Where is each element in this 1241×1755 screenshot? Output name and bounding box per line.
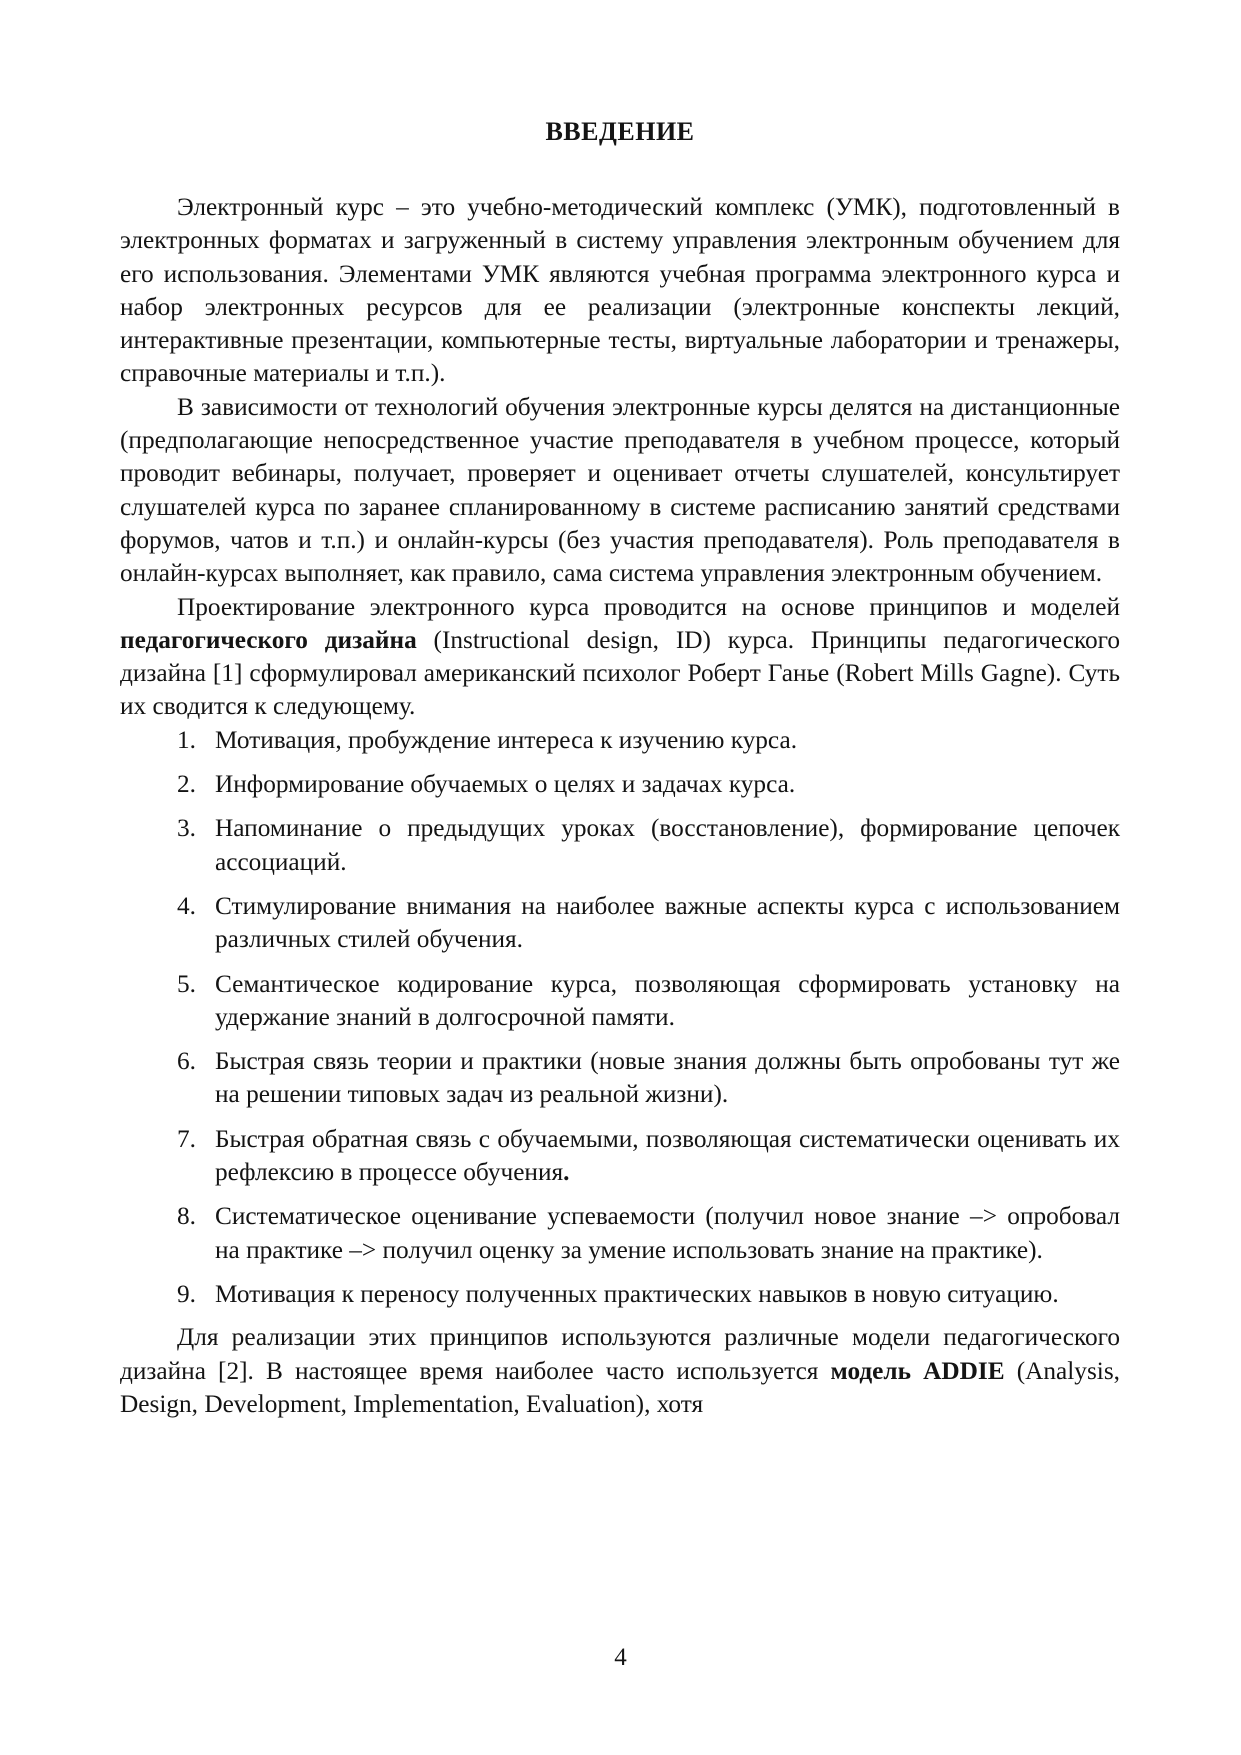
list-item [120,968,1120,1035]
list-item-text: Мотивация, пробуждение интереса к изучению курса. [215,725,798,754]
list-item [120,724,1120,757]
list-item [120,768,1120,801]
principles-list [120,724,1120,1311]
list-item-text: Быстрая связь теории и практики (новые знания должны быть опробованы тут же на решении типовых задач из реальной жизни). [215,1047,1120,1109]
list-item-text: Систематическое оценивание успеваемости (получил новое знание –> опробовал на практике –> получил оценку за умение использовать знание на практике). [215,1202,1120,1264]
list-item-text: Напоминание о предыдущих уроках (восстановление), формирование цепочек ассоциаций. [215,814,1120,876]
list-item [120,812,1120,879]
list-number: 7. [177,1124,196,1153]
paragraph-text: Для реализации этих принципов используются различные модели педагогического дизайна [2]. В настоящее время наиболее часто используется [120,1323,1120,1385]
list-number: 6. [177,1047,196,1076]
list-number: 8. [177,1202,196,1231]
list-number: 1. [177,725,196,754]
list-number: 2. [177,770,196,799]
list-number: 3. [177,814,196,843]
list-number: 5. [177,969,196,998]
paragraph-text: (Analysis, Design, Development, Implementation, Evaluation), хотя [120,1356,1120,1418]
term-bold: педагогического дизайна [120,625,417,654]
term-bold: модель ADDIE [830,1356,1005,1385]
section-title: ВВЕДЕНИЕ [545,117,695,146]
list-item [120,890,1120,957]
document-page [120,115,1120,1421]
list-number: 9. [177,1279,196,1308]
page-number: 4 [614,1644,627,1671]
list-item [120,1200,1120,1267]
paragraph-addie [120,1321,1120,1421]
paragraph-text: (Instructional design, ID) курса. Принципы педагогического дизайна [1] сформулировал американский психолог Роберт Ганье (Robert Mills Gagne). Суть их сводится к следующему. [120,625,1120,721]
list-item [120,1123,1120,1190]
list-item-text: Информирование обучаемых о целях и задачах курса. [215,770,796,799]
list-item-text: Семантическое кодирование курса, позволяющая сформировать установку на удержание знаний в долгосрочной памяти. [215,969,1120,1031]
paragraph-course-types: В зависимости от технологий обучения электронные курсы делятся на дистанционные (предполагающие непосредственное участие преподавателя в учебном процессе, который проводит вебинары, получает, проверяет и оценивает отчеты слушателей, консультирует слушателей курса по заранее спланированному в системе расписанию занятий средствами форумов, чатов и т.п.) и онлайн-курсы (без участия преподавателя). Роль преподавателя в онлайн-курсах выполняет, как правило, сама система управления электронным обучением. [120,392,1120,588]
paragraph-design-principles [120,591,1120,724]
list-item [120,1278,1120,1311]
list-item-text: Мотивация к переносу полученных практических навыков в новую ситуацию. [215,1279,1059,1308]
list-item-text: Быстрая обратная связь с обучаемыми, позволяющая систематически оценивать их рефлексию в процессе обучения [215,1124,1120,1187]
paragraph-text: Проектирование электронного курса проводится на основе принципов и моделей [177,592,1120,621]
paragraph-intro: Электронный курс – это учебно-методический комплекс (УМК), подготовленный в электронных форматах и загруженный в систему управления электронным обучением для его использования. Элементами УМК являются учебная программа электронного курса и набор электронных ресурсов для ее реализации (электронные конспекты лекций, интерактивные презентации, компьютерные тесты, виртуальные лаборатории и тренажеры, справочные материалы и т.п.). [120,193,1120,388]
list-item-bold-period: . [563,1158,570,1187]
list-item [120,1045,1120,1112]
list-number: 4. [177,891,196,920]
list-item-text: Стимулирование внимания на наиболее важные аспекты курса с использованием различных стилей обучения. [215,891,1120,954]
